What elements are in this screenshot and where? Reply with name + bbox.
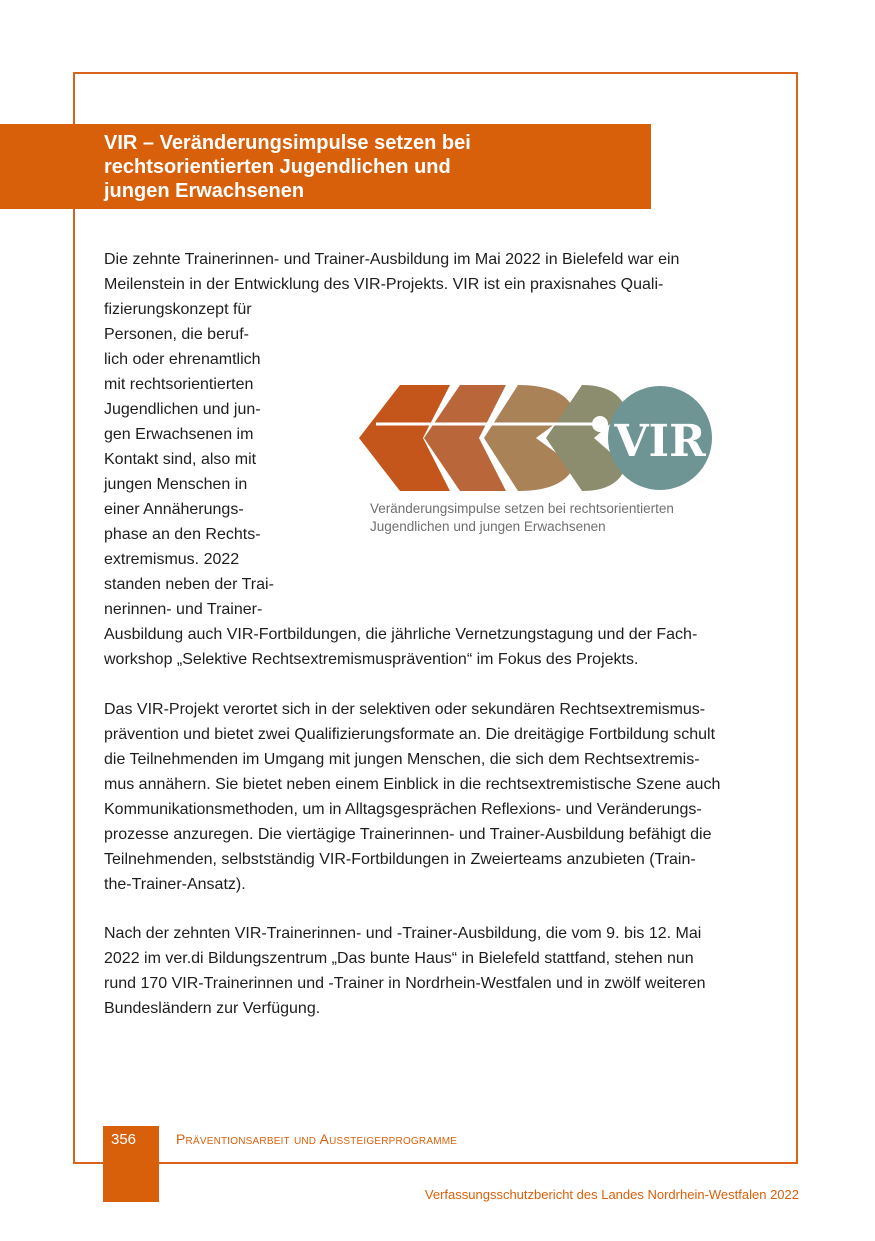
vir-logo bbox=[356, 380, 716, 540]
text-line: rund 170 VIR-Trainerinnen und -Trainer in Nordrhein-Westfalen und in zwölf weiteren bbox=[104, 975, 706, 992]
text-line: standen neben der Trai- bbox=[104, 576, 274, 593]
text-line: 2022 im ver.di Bildungszentrum „Das bunte Haus“ in Bielefeld stattfand, stehen nun bbox=[104, 950, 694, 967]
text-line: phase an den Rechts- bbox=[104, 526, 261, 543]
text-line: extremismus. 2022 bbox=[104, 551, 240, 568]
paragraph-3 bbox=[104, 921, 705, 1021]
text-line: mit rechtsorientierten bbox=[104, 376, 254, 393]
text-line: Das VIR-Projekt verortet sich in der selektiven oder sekundären Rechtsextremismus- bbox=[104, 701, 706, 718]
paragraph-2 bbox=[104, 697, 720, 897]
text-line: workshop „Selektive Rechtsextremismusprävention“ im Fokus des Projekts. bbox=[104, 651, 639, 668]
text-line: Meilenstein in der Entwicklung des VIR-Projekts. VIR ist ein praxisnahes Quali- bbox=[104, 276, 664, 293]
title-line: VIR – Veränderungsimpulse setzen bei bbox=[104, 132, 471, 154]
logo-caption-line: Veränderungsimpulse setzen bei rechtsorientierten bbox=[370, 501, 674, 516]
text-line: Teilnehmenden, selbstständig VIR-Fortbildungen in Zweierteams anzubieten (Train- bbox=[104, 851, 696, 868]
text-line: mus annähern. Sie bietet neben einem Einblick in die rechtsextremistische Szene auch bbox=[104, 776, 721, 793]
chevron-shapes bbox=[359, 385, 626, 491]
vir-wordmark: VIR bbox=[614, 416, 706, 467]
logo-caption-line: Jugendlichen und jungen Erwachsenen bbox=[370, 519, 606, 534]
title-line: jungen Erwachsenen bbox=[104, 180, 305, 202]
text-line: Ausbildung auch VIR-Fortbildungen, die jährliche Vernetzungstagung und der Fach- bbox=[104, 626, 698, 643]
title-line: rechtsorientierten Jugendlichen und bbox=[104, 156, 451, 178]
text-line: Die zehnte Trainerinnen- und Trainer-Ausbildung im Mai 2022 in Bielefeld war ein bbox=[104, 251, 680, 268]
text-line: Jugendlichen und jun- bbox=[104, 401, 261, 418]
text-line: prävention und bietet zwei Qualifizierungsformate an. Die dreitägige Fortbildung schult bbox=[104, 726, 716, 743]
page-number: 356 bbox=[111, 1131, 137, 1148]
text-line: nerinnen- und Trainer- bbox=[104, 601, 263, 618]
text-line: Personen, die beruf- bbox=[104, 326, 249, 343]
footer-text: Verfassungsschutzbericht des Landes Nordrhein-Westfalen 2022 bbox=[424, 1187, 799, 1202]
text-line: Bundesländern zur Verfügung. bbox=[104, 1000, 321, 1017]
text-line: Nach der zehnten VIR-Trainerinnen- und -Trainer-Ausbildung, die vom 9. bis 12. Mai bbox=[104, 925, 702, 942]
text-line: jungen Menschen in bbox=[104, 476, 248, 493]
text-line: Kontakt sind, also mit bbox=[104, 451, 257, 468]
text-line: the-Trainer-Ansatz). bbox=[104, 876, 246, 893]
connector-dot bbox=[592, 416, 608, 432]
section-title: Präventionsarbeit und Aussteigerprogramme bbox=[176, 1131, 458, 1147]
text-line: einer Annäherungs- bbox=[104, 501, 244, 518]
text-line: gen Erwachsenen im bbox=[104, 426, 254, 443]
text-line: prozesse anzuregen. Die viertägige Trainerinnen- und Trainer-Ausbildung befähigt die bbox=[104, 826, 712, 843]
page-title bbox=[104, 131, 624, 203]
text-line: Kommunikationsmethoden, um in Alltagsgesprächen Reflexions- und Veränderungs- bbox=[104, 801, 702, 818]
text-line: lich oder ehrenamtlich bbox=[104, 351, 261, 368]
text-line: fizierungskonzept für bbox=[104, 301, 252, 318]
text-line: die Teilnehmenden im Umgang mit jungen Menschen, die sich dem Rechtsextremis- bbox=[104, 751, 700, 768]
